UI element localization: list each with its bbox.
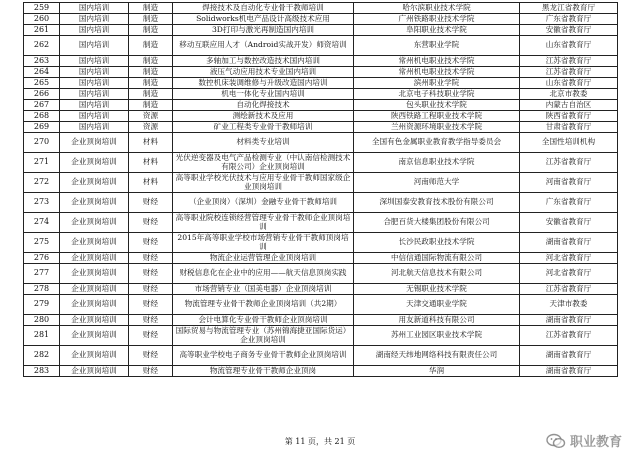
table-row <box>24 25 618 36</box>
department-cell: 山东省教育厅 <box>520 78 618 89</box>
project-name-cell: 3D打印与激光再制造国内培训 <box>173 25 354 36</box>
host-institution-cell: 天津交通职业学院 <box>354 295 520 315</box>
host-institution-cell: 河北航天信息技术有限公司 <box>354 264 520 284</box>
host-institution-cell: 哈尔滨职业技术学院 <box>354 3 520 14</box>
project-name-cell: 高等职业学校电子商务专业骨干教师企业顶岗培训 <box>173 346 354 366</box>
host-institution-cell: 北京电子科技职业学院 <box>354 89 520 100</box>
host-institution-cell: 湖南经天纬地网络科技有限责任公司 <box>354 346 520 366</box>
project-name-cell: 物流管理专业骨干教师企业顶岗 <box>173 366 354 377</box>
host-institution-cell: 常州机电职业技术学院 <box>354 56 520 67</box>
table-body <box>24 3 618 377</box>
row-number-cell: 268 <box>24 111 60 122</box>
table-row <box>24 346 618 366</box>
category-cell: 财经 <box>129 315 173 326</box>
department-cell: 陕西省教育厅 <box>520 111 618 122</box>
table-row <box>24 133 618 153</box>
project-name-cell: （企业顶岗）（深圳）金融专业骨干教师培训 <box>173 193 354 213</box>
host-institution-cell: 合肥百货大楼集团股份有限公司 <box>354 213 520 233</box>
training-type-cell: 国内培训 <box>60 67 129 78</box>
category-cell: 制造 <box>129 3 173 14</box>
table-row <box>24 193 618 213</box>
training-type-cell: 企业顶岗培训 <box>60 264 129 284</box>
training-type-cell: 国内培训 <box>60 56 129 67</box>
row-number-cell: 271 <box>24 153 60 173</box>
host-institution-cell: 南京信息职业技术学院 <box>354 153 520 173</box>
training-table <box>23 2 618 377</box>
project-name-cell: Solidworks机电产品设计高级技术应用 <box>173 14 354 25</box>
project-name-cell: 自动化焊接技术 <box>173 100 354 111</box>
host-institution-cell: 长沙民政职业技术学院 <box>354 233 520 253</box>
project-name-cell: 多轴加工与数控改造技术国内培训 <box>173 56 354 67</box>
training-type-cell: 企业顶岗培训 <box>60 326 129 346</box>
category-cell: 财经 <box>129 233 173 253</box>
training-type-cell: 企业顶岗培训 <box>60 173 129 193</box>
department-cell: 江苏省教育厅 <box>520 153 618 173</box>
category-cell: 制造 <box>129 25 173 36</box>
row-number-cell: 265 <box>24 78 60 89</box>
training-type-cell: 企业顶岗培训 <box>60 233 129 253</box>
training-type-cell: 企业顶岗培训 <box>60 193 129 213</box>
table-row <box>24 233 618 253</box>
host-institution-cell: 用友新道科技有限公司 <box>354 315 520 326</box>
row-number-cell: 262 <box>24 36 60 56</box>
table-row <box>24 67 618 78</box>
department-cell: 河南省教育厅 <box>520 173 618 193</box>
training-type-cell: 国内培训 <box>60 36 129 56</box>
watermark <box>542 430 626 451</box>
table-row <box>24 153 618 173</box>
department-cell: 湖南省教育厅 <box>520 346 618 366</box>
row-number-cell: 261 <box>24 25 60 36</box>
training-type-cell: 企业顶岗培训 <box>60 366 129 377</box>
department-cell: 甘肃省教育厅 <box>520 122 618 133</box>
host-institution-cell: 无锡职业技术学院 <box>354 284 520 295</box>
category-cell: 财经 <box>129 213 173 233</box>
category-cell: 材料 <box>129 153 173 173</box>
host-institution-cell: 陕西铁路工程职业技术学院 <box>354 111 520 122</box>
training-type-cell: 企业顶岗培训 <box>60 315 129 326</box>
training-type-cell: 企业顶岗培训 <box>60 295 129 315</box>
department-cell: 河北省教育厅 <box>520 253 618 264</box>
page-footer: 第 11 页，共 21 页 <box>284 437 356 446</box>
department-cell: 江苏省教育厅 <box>520 56 618 67</box>
training-type-cell: 国内培训 <box>60 100 129 111</box>
department-cell: 湖南省教育厅 <box>520 233 618 253</box>
table-row <box>24 56 618 67</box>
row-number-cell: 280 <box>24 315 60 326</box>
project-name-cell: 市场营销专业（国美电器）企业顶岗培训 <box>173 284 354 295</box>
row-number-cell: 281 <box>24 326 60 346</box>
row-number-cell: 275 <box>24 233 60 253</box>
department-cell: 安徽省教育厅 <box>520 213 618 233</box>
project-name-cell: 移动互联应用人才（Android实战开发）师资培训 <box>173 36 354 56</box>
table-row <box>24 3 618 14</box>
training-type-cell: 企业顶岗培训 <box>60 213 129 233</box>
table-row <box>24 14 618 25</box>
department-cell: 湖南省教育厅 <box>520 366 618 377</box>
table-row <box>24 264 618 284</box>
table-row <box>24 366 618 377</box>
host-institution-cell: 中信信通国际物流有限公司 <box>354 253 520 264</box>
category-cell: 材料 <box>129 173 173 193</box>
table-row <box>24 89 618 100</box>
row-number-cell: 266 <box>24 89 60 100</box>
category-cell: 财经 <box>129 346 173 366</box>
row-number-cell: 260 <box>24 14 60 25</box>
project-name-cell: 2015年高等职业学校市场营销专业骨干教师顶岗培训 <box>173 233 354 253</box>
training-type-cell: 企业顶岗培训 <box>60 153 129 173</box>
category-cell: 资源 <box>129 122 173 133</box>
category-cell: 财经 <box>129 326 173 346</box>
department-cell: 黑龙江省教育厅 <box>520 3 618 14</box>
row-number-cell: 264 <box>24 67 60 78</box>
table-row <box>24 315 618 326</box>
training-type-cell: 国内培训 <box>60 122 129 133</box>
training-type-cell: 国内培训 <box>60 78 129 89</box>
department-cell: 江苏省教育厅 <box>520 326 618 346</box>
project-name-cell: 高等职业院校连锁经营管理专业骨干教师企业顶岗培训 <box>173 213 354 233</box>
project-name-cell: 材料类专业培训 <box>173 133 354 153</box>
table-row <box>24 100 618 111</box>
department-cell: 广东省教育厅 <box>520 14 618 25</box>
category-cell: 财经 <box>129 193 173 213</box>
watermark-text: 职业教育 <box>569 435 622 450</box>
project-name-cell: 财税信息化在企业中的应用——航天信息顶岗实践 <box>173 264 354 284</box>
project-name-cell: 高等职业学校光伏技术与应用专业骨干教师国家级企业顶岗培训 <box>173 173 354 193</box>
table-row <box>24 213 618 233</box>
category-cell: 制造 <box>129 56 173 67</box>
project-name-cell: 国际贸易与物流管理专业（苏州锦海捷亚国际货运）企业顶岗培训 <box>173 326 354 346</box>
host-institution-cell: 阜阳职业技术学院 <box>354 25 520 36</box>
host-institution-cell: 全国有色金属职业教育教学指导委员会 <box>354 133 520 153</box>
project-name-cell: 机电一体化专业国内培训 <box>173 89 354 100</box>
category-cell: 制造 <box>129 89 173 100</box>
category-cell: 制造 <box>129 14 173 25</box>
host-institution-cell: 深圳国泰安教育技术股份有限公司 <box>354 193 520 213</box>
row-number-cell: 259 <box>24 3 60 14</box>
training-type-cell: 企业顶岗培训 <box>60 346 129 366</box>
row-number-cell: 274 <box>24 213 60 233</box>
row-number-cell: 276 <box>24 253 60 264</box>
host-institution-cell: 苏州工业园区职业技术学院 <box>354 326 520 346</box>
host-institution-cell: 东营职业学院 <box>354 36 520 56</box>
category-cell: 制造 <box>129 67 173 78</box>
training-table-sheet <box>23 2 617 377</box>
table-row <box>24 36 618 56</box>
training-type-cell: 企业顶岗培训 <box>60 284 129 295</box>
table-row <box>24 78 618 89</box>
table-row <box>24 173 618 193</box>
training-type-cell: 国内培训 <box>60 25 129 36</box>
row-number-cell: 273 <box>24 193 60 213</box>
project-name-cell: 物流企业运营管理企业顶岗培训 <box>173 253 354 264</box>
project-name-cell: 光伏逆变器及电气产品检测专业（中认南信检测技术有限公司）企业顶岗培训 <box>173 153 354 173</box>
project-name-cell: 会计电算化专业骨干教师企业顶岗培训 <box>173 315 354 326</box>
department-cell: 湖南省教育厅 <box>520 315 618 326</box>
category-cell: 财经 <box>129 295 173 315</box>
project-name-cell: 焊接技术及自动化专业骨干教师培训 <box>173 3 354 14</box>
row-number-cell: 279 <box>24 295 60 315</box>
row-number-cell: 267 <box>24 100 60 111</box>
row-number-cell: 270 <box>24 133 60 153</box>
table-row <box>24 253 618 264</box>
row-number-cell: 272 <box>24 173 60 193</box>
training-type-cell: 企业顶岗培训 <box>60 253 129 264</box>
table-row <box>24 284 618 295</box>
project-name-cell: 测绘新技术及应用 <box>173 111 354 122</box>
department-cell: 山东省教育厅 <box>520 36 618 56</box>
host-institution-cell: 河南师范大学 <box>354 173 520 193</box>
department-cell: 安徽省教育厅 <box>520 25 618 36</box>
training-type-cell: 国内培训 <box>60 111 129 122</box>
host-institution-cell: 广州铁路职业技术学院 <box>354 14 520 25</box>
row-number-cell: 283 <box>24 366 60 377</box>
table-row <box>24 111 618 122</box>
wechat-icon <box>546 433 566 449</box>
category-cell: 资源 <box>129 111 173 122</box>
host-institution-cell: 兰州资源环境职业技术学院 <box>354 122 520 133</box>
row-number-cell: 278 <box>24 284 60 295</box>
training-type-cell: 企业顶岗培训 <box>60 133 129 153</box>
table-row <box>24 295 618 315</box>
category-cell: 制造 <box>129 36 173 56</box>
host-institution-cell: 滨州职业学院 <box>354 78 520 89</box>
training-type-cell: 国内培训 <box>60 14 129 25</box>
category-cell: 材料 <box>129 133 173 153</box>
row-number-cell: 269 <box>24 122 60 133</box>
table-row <box>24 326 618 346</box>
department-cell: 内蒙古自治区 <box>520 100 618 111</box>
department-cell: 江苏省教育厅 <box>520 284 618 295</box>
row-number-cell: 282 <box>24 346 60 366</box>
category-cell: 制造 <box>129 100 173 111</box>
training-type-cell: 国内培训 <box>60 89 129 100</box>
category-cell: 财经 <box>129 253 173 264</box>
training-type-cell: 国内培训 <box>60 3 129 14</box>
project-name-cell: 矿业工程类专业骨干教师培训 <box>173 122 354 133</box>
category-cell: 财经 <box>129 366 173 377</box>
row-number-cell: 263 <box>24 56 60 67</box>
department-cell: 广东省教育厅 <box>520 193 618 213</box>
host-institution-cell: 包头职业技术学院 <box>354 100 520 111</box>
table-row <box>24 122 618 133</box>
project-name-cell: 物流管理专业骨干教师企业顶岗培训（共2期） <box>173 295 354 315</box>
row-number-cell: 277 <box>24 264 60 284</box>
department-cell: 江苏省教育厅 <box>520 67 618 78</box>
category-cell: 财经 <box>129 264 173 284</box>
department-cell: 河北省教育厅 <box>520 264 618 284</box>
project-name-cell: 液压气动应用技术专业国内培训 <box>173 67 354 78</box>
department-cell: 全国性培训机构 <box>520 133 618 153</box>
category-cell: 财经 <box>129 284 173 295</box>
department-cell: 天津市教委 <box>520 295 618 315</box>
project-name-cell: 数控机床装调维修与升级改造国内培训 <box>173 78 354 89</box>
department-cell: 北京市教委 <box>520 89 618 100</box>
host-institution-cell: 华润 <box>354 366 520 377</box>
category-cell: 制造 <box>129 78 173 89</box>
host-institution-cell: 常州机电职业技术学院 <box>354 67 520 78</box>
